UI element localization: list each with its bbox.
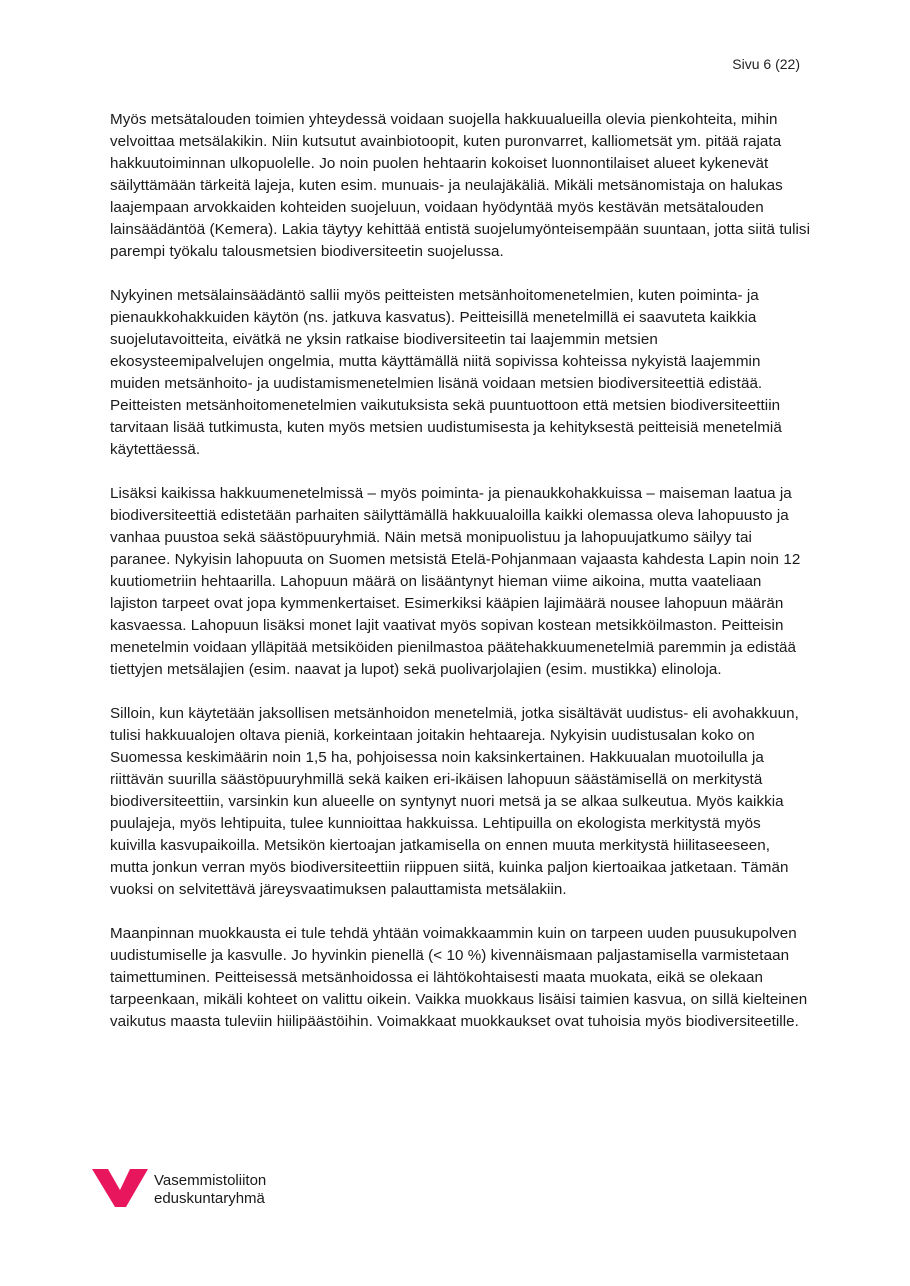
organization-name [154, 1172, 266, 1208]
org-line-1: Vasemmistoliiton [154, 1172, 267, 1189]
org-line-2: eduskuntaryhmä [154, 1190, 265, 1207]
paragraph-5: Maanpinnan muokkausta ei tule tehdä yhtään voimakkaammin kuin on tarpeen uuden puusukupolven uudistumiselle ja kasvulle. Jo hyvinkin pienellä (< 10 %) kivennäismaan paljastamisella varmistetaan taimettuminen. Peitteisessä metsänhoidossa ei lähtökohtaisesti maata muokata, eikä se olekaan tarpeenkaan, mikäli kohteet on valittu oikein. Vaikka muokkaus lisäisi taimien kasvua, on sillä kielteinen vaikutus maasta tuleviin hiilipäästöihin. Voimakkaat muokkaukset ovat tuhoisia myös biodiversiteetille. [110, 925, 808, 1030]
document-body [110, 109, 810, 1055]
paragraph-2: Nykyinen metsälainsäädäntö sallii myös peitteisten metsänhoitomenetelmien, kuten poiminta- ja pienaukkohakkuiden käytön (ns. jatkuva kasvatus). Peitteisillä menetelmillä ei saavuteta kaikkia suojelutavoitteita, eivätkä ne yksin ratkaise biodiversiteetin tai laajemmin metsien ekosysteemipalvelujen ongelmia, mutta käyttämällä niitä sopivissa kohteissa nykyistä laajemmin muiden metsänhoito- ja uudistamismenetelmien lisänä voidaan metsien biodiversiteettiä edistää. Peitteisten metsänhoitomenetelmien vaikutuksista sekä puuntuottoon että metsien biodiversiteettiin tarvitaan lisää tutkimusta, kuten myös metsien uudistumisesta ja kehityksestä peitteisiä menetelmiä käytettäessä. [110, 287, 782, 458]
paragraph-4: Silloin, kun käytetään jaksollisen metsänhoidon menetelmiä, jotka sisältävät uudistus- eli avohakkuun, tulisi hakkuualojen oltava pieniä, korkeintaan joitakin hehtaareja. Nykyisin uudistusalan koko on Suomessa keskimäärin noin 1,5 ha, pohjoisessa noin kaksinkertainen. Hakkuualan muotoilulla ja riittävän suurilla säästöpuuryhmillä sekä kaiken eri-ikäisen lahopuun säästämisellä on merkitystä biodiversiteettiin, varsinkin kun alueelle on syntynyt nuori metsä ja se alkaa sulkeutua. Myös kaikkia puulajeja, myös lehtipuita, tulee kunnioittaa hakkuissa. Lehtipuilla on ekologista merkitystä myös kuivilla kasvupaikoilla. Metsikön kiertoajan jatkamisella on ennen muuta merkitystä hiilitaseeseen, mutta jonkun verran myös biodiversiteettiin riippuen siitä, kuinka paljon kiertoaikaa jatketaan. Tämän vuoksi on selvitettävä järeysvaatimuksen palauttamista metsälakiin. [110, 705, 799, 898]
vasemmistoliitto-logo-icon [92, 1166, 150, 1208]
page-number: Sivu 6 (22) [732, 56, 800, 72]
footer [92, 1166, 266, 1208]
paragraph-1: Myös metsätalouden toimien yhteydessä voidaan suojella hakkuualueilla olevia pienkohteita, mihin velvoittaa metsälakikin. Niin kutsutut avainbiotoopit, kuten puronvarret, kalliometsät ym. pitää rajata hakkuutoiminnan ulkopuolelle. Jo noin puolen hehtaarin kokoiset luonnontilaiset alueet kykenevät säilyttämään tärkeitä lajeja, kuten esim. munuais- ja neulajäkäliä. Mikäli metsänomistaja on halukas laajempaan arvokkaiden kohteiden suojeluun, voidaan hyödyntää myös kestävän metsätalouden lainsäädäntöä (Kemera). Lakia täytyy kehittää entistä suojelumyönteisempään suuntaan, jotta siitä tulisi parempi työkalu talousmetsien biodiversiteetin suojelussa. [110, 111, 810, 260]
paragraph-3: Lisäksi kaikissa hakkuumenetelmissä – myös poiminta- ja pienaukkohakkuissa – maiseman laatua ja biodiversiteettiä edistetään parhaiten säilyttämällä hakkuualoilla kaikki olemassa oleva lahopuusto ja vanhaa puustoa sekä säästöpuuryhmiä. Näin metsä monipuolistuu ja lahopuujatkumo säilyy tai paranee. Nykyisin lahopuuta on Suomen metsistä Etelä-Pohjanmaan vajaasta kahdesta Lapin noin 12 kuutiometriin hehtaarilla. Lahopuun määrä on lisääntynyt hieman viime aikoina, mutta vaateliaan lajiston tarpeet ovat jopa kymmenkertaiset. Esimerkiksi kääpien lajimäärä nousee lahopuun määrän kasvaessa. Lahopuun lisäksi monet lajit vaativat myös sopivan kostean metsikköilmaston. Peitteisin menetelmin voidaan ylläpitää metsiköiden pienilmastoa päätehakkuumenetelmiä paremmin ja edistää tiettyjen metsälajien (esim. naavat ja lupot) sekä puolivarjolajien (esim. mustikka) elinoloja. [110, 485, 801, 678]
